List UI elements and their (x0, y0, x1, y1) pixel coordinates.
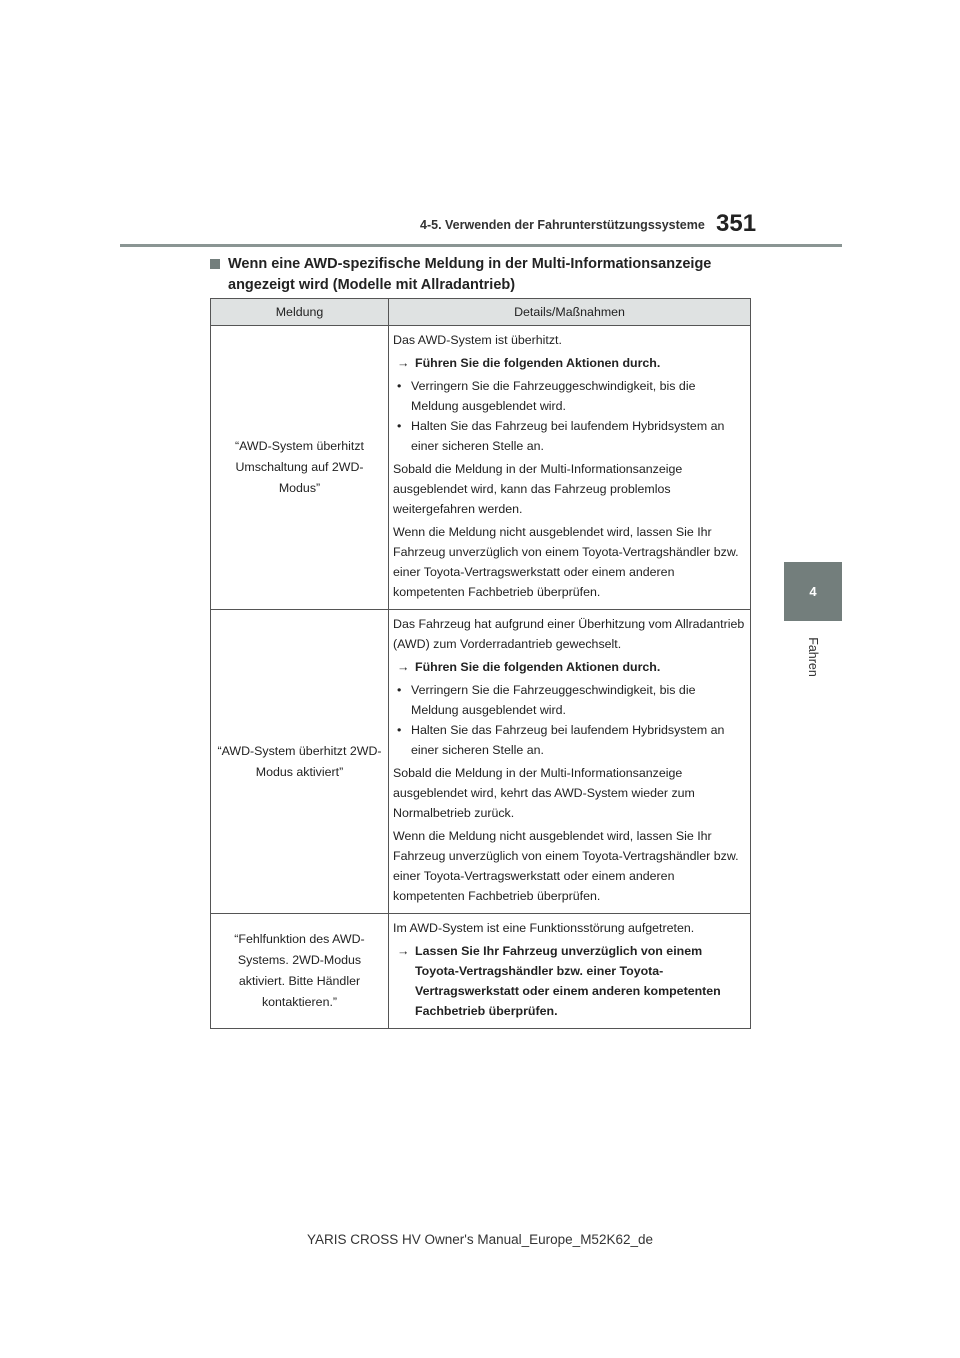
message-cell: “Fehlfunktion des AWD-Systems. 2WD-Modus aktiviert. Bitte Händler kontaktieren.” (211, 914, 389, 1029)
arrow-right-icon: → (397, 660, 410, 674)
section-title-line-2: angezeigt wird (Modelle mit Allradantrieb) (228, 277, 516, 293)
action-line (393, 941, 746, 1021)
action-line (393, 657, 746, 677)
bullet-dot-icon: • (397, 723, 402, 737)
section-header: 4-5. Verwenden der Fahrunterstützungssysteme (420, 218, 705, 232)
message-cell: “AWD-System überhitzt 2WD-Modus aktiviert” (211, 610, 389, 914)
table-row (211, 326, 751, 610)
message-cell: “AWD-System überhitzt Umschaltung auf 2WD-Modus” (211, 326, 389, 610)
chapter-label (784, 632, 842, 682)
bullet-text: Verringern Sie die Fahrzeuggeschwindigkeit, bis die Meldung ausgeblendet wird. (411, 379, 696, 413)
detail-paragraph: Sobald die Meldung in der Multi-Informationsanzeige ausgeblendet wird, kehrt das AWD-System wieder zum Normalbetrieb zurück. (393, 766, 695, 820)
detail-paragraph: Wenn die Meldung nicht ausgeblendet wird, lassen Sie Ihr Fahrzeug unverzüglich von einem Toyota-Vertragshändler bzw. einer Toyota-Vertragswerkstatt oder einem anderen kompetenten Fachbetrieb überprüfen. (393, 829, 739, 903)
action-text: Führen Sie die folgenden Aktionen durch. (415, 356, 661, 370)
page-number: 351 (716, 210, 757, 237)
bullet-dot-icon: • (397, 379, 402, 393)
action-text: Lassen Sie Ihr Fahrzeug unverzüglich von einem Toyota-Vertragshändler bzw. einer Toyota-Vertragswerkstatt oder einem anderen kompetenten Fachbetrieb überprüfen. (415, 944, 721, 1018)
details-cell (389, 326, 751, 610)
details-cell (389, 610, 751, 914)
square-bullet-icon (210, 259, 220, 269)
action-text: Führen Sie die folgenden Aktionen durch. (415, 660, 661, 674)
arrow-right-icon: → (397, 944, 410, 958)
chapter-label-text: Fahren (805, 637, 820, 677)
message-table (210, 298, 751, 1029)
bullet-item (393, 376, 746, 416)
bullet-item (393, 680, 746, 720)
detail-intro: Das Fahrzeug hat aufgrund einer Überhitzung vom Allradantrieb (AWD) zum Vorderradantrieb gewechselt. (393, 617, 745, 651)
action-line (393, 353, 746, 373)
chapter-tab[interactable] (784, 562, 842, 621)
header-message: Meldung (211, 299, 389, 326)
table-header-row (211, 299, 751, 326)
detail-paragraph: Sobald die Meldung in der Multi-Informationsanzeige ausgeblendet wird, kann das Fahrzeug problemlos weitergefahren werden. (393, 462, 683, 516)
detail-paragraph: Wenn die Meldung nicht ausgeblendet wird, lassen Sie Ihr Fahrzeug unverzüglich von einem Toyota-Vertragshändler bzw. einer Toyota-Vertragswerkstatt oder einem anderen kompetenten Fachbetrieb überprüfen. (393, 525, 739, 599)
table-row (211, 610, 751, 914)
detail-intro: Das AWD-System ist überhitzt. (393, 333, 562, 347)
arrow-right-icon: → (397, 356, 410, 370)
bullet-text: Halten Sie das Fahrzeug bei laufendem Hybridsystem an einer sicheren Stelle an. (411, 419, 725, 453)
details-cell (389, 914, 751, 1029)
section-title (210, 254, 770, 296)
bullet-dot-icon: • (397, 683, 402, 697)
footer-manual-id: YARIS CROSS HV Owner's Manual_Europe_M52K62_de (307, 1232, 653, 1247)
header-divider (120, 244, 842, 247)
section-title-line-1: Wenn eine AWD-spezifische Meldung in der Multi-Informationsanzeige (228, 256, 712, 272)
bullet-text: Verringern Sie die Fahrzeuggeschwindigkeit, bis die Meldung ausgeblendet wird. (411, 683, 696, 717)
header-details: Details/Maßnahmen (389, 299, 751, 326)
table-row (211, 914, 751, 1029)
bullet-text: Halten Sie das Fahrzeug bei laufendem Hybridsystem an einer sicheren Stelle an. (411, 723, 725, 757)
bullet-dot-icon: • (397, 419, 402, 433)
chapter-number: 4 (809, 584, 817, 599)
bullet-item (393, 416, 746, 456)
bullet-item (393, 720, 746, 760)
detail-intro: Im AWD-System ist eine Funktionsstörung aufgetreten. (393, 921, 695, 935)
